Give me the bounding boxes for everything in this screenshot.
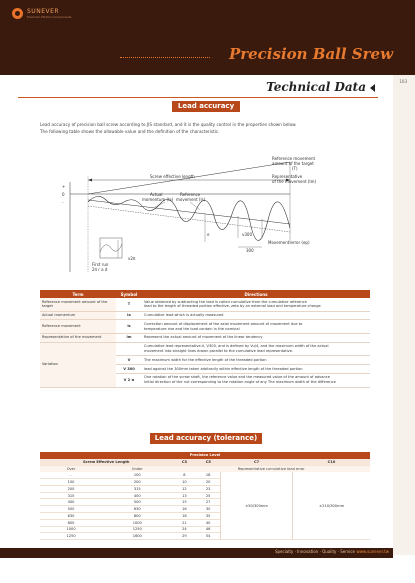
direction-cell: [142, 298, 370, 311]
label-actual: Actual: [150, 192, 163, 197]
c5-cell: 54: [196, 533, 220, 540]
c3-cell: 10: [172, 479, 196, 486]
first-run-curve: [100, 244, 122, 252]
c3-cell: 13: [172, 492, 196, 499]
intro-text: [40, 122, 370, 135]
over-cell: 800: [40, 519, 102, 526]
page-number: 103: [399, 79, 407, 84]
direction-cell: [142, 311, 370, 320]
intro-line-2: The following table shows the allowable value and the definition of the characteristic.: [40, 128, 220, 134]
representative-parallel: [88, 206, 290, 232]
c5-cell: 25: [196, 492, 220, 499]
leader-actual: [155, 202, 165, 207]
under-cell: 630: [102, 506, 172, 513]
under-cell: 800: [102, 513, 172, 520]
symbol-cell: V 300: [116, 365, 142, 374]
direction-line: One rotation of the screw shaft, the reference value and the measured value of the amount of advance: [144, 375, 330, 380]
c5-cell: 27: [196, 499, 220, 506]
under-cell: 400: [102, 492, 172, 499]
term-cell: Actual momentum: [40, 311, 116, 320]
direction-line: temperature rise and the load contain in the nominal: [144, 326, 240, 331]
direction-cell: [142, 365, 370, 374]
reference-line: [88, 162, 290, 194]
header-symbol: Symbol: [116, 290, 142, 298]
c5-cell: 20: [196, 479, 220, 486]
dotted-rule: [120, 57, 210, 58]
label-300: 300: [246, 248, 254, 253]
label-zero: 0: [62, 192, 65, 197]
direction-line: movement into straight lines drawn parallel to the cumulative lead representative.: [144, 349, 294, 354]
label-minus: -: [62, 200, 64, 205]
over-cell: -: [40, 472, 102, 478]
dim-arrow-left: [88, 179, 92, 182]
label-plus: +: [62, 184, 66, 189]
direction-cell: [142, 333, 370, 342]
under-cell: 200: [102, 479, 172, 486]
grade-c3-header: C3: [172, 459, 196, 466]
section-title-text: Technical Data: [266, 80, 366, 94]
c3-cell: 8: [172, 472, 196, 478]
page-title: Precision Ball Srew: [228, 45, 393, 63]
label-representative: Representative: [272, 174, 303, 179]
c5-cell: 40: [196, 519, 220, 526]
c3-cell: 12: [172, 485, 196, 492]
label-amount-of-target: amount of the target: [272, 161, 314, 166]
lead-accuracy-heading: [172, 101, 240, 112]
symbol-cell: lm: [116, 333, 142, 342]
table-row: [40, 311, 370, 320]
screw-length-header: Screw Effective Length: [40, 459, 172, 466]
direction-line: lead to the length of threaded portion effective. zeta by an external load and temperature change: [144, 304, 321, 309]
lead-accuracy-heading-text: Lead accuracy: [177, 102, 235, 110]
symbol-cell: ls: [116, 320, 142, 334]
under-cell: 100: [102, 472, 172, 478]
symbol-cell: V 2 π: [116, 373, 142, 387]
c3-cell: 29: [172, 533, 196, 540]
tolerance-heading: [150, 433, 262, 444]
lead-error-diagram: [40, 152, 340, 284]
label-T: (T): [292, 166, 298, 171]
c5-cell: 23: [196, 485, 220, 492]
grade-c7-header: C7: [220, 459, 292, 466]
brand-logo: [12, 8, 71, 19]
term-cell: Representative of the movement: [40, 333, 116, 342]
under-cell: 500: [102, 499, 172, 506]
direction-line: Cumulative lead representative-V, V300, and is defined by Vu/4, and the maximum width of the actual: [144, 344, 329, 349]
label-v2pi: v2π: [128, 256, 136, 261]
value-header: Representative cumulative lead error: [172, 466, 370, 473]
logo-mark-icon: [12, 8, 23, 19]
direction-line: Correction amount of displacement of the axial movement amount of movement due to: [144, 321, 303, 326]
label-reference: Reference: [180, 192, 201, 197]
symbol-cell: [116, 342, 142, 356]
brand-subtitle: Precision Motion Components: [27, 15, 72, 19]
direction-line: The maximum width for the effective length of the threaded portion: [144, 357, 267, 362]
table-row: [40, 320, 370, 334]
c5-cell: 46: [196, 526, 220, 533]
over-cell: 1250: [40, 533, 102, 540]
table-row: [40, 342, 370, 356]
label-movement-error: Movement error (ep): [268, 240, 310, 245]
label-reference-movement: Reference movement: [272, 156, 316, 161]
under-cell: 1250: [102, 526, 172, 533]
table-row: [40, 298, 370, 311]
over-cell: 500: [40, 506, 102, 513]
header-directions: Directions: [142, 290, 370, 298]
tolerance-header-row-3: [40, 466, 370, 473]
c5-cell: 35: [196, 513, 220, 520]
tolerance-header-row-2: [40, 459, 370, 466]
direction-cell: [142, 356, 370, 365]
under-header: Under: [102, 466, 172, 473]
term-cell: Variation: [40, 342, 116, 387]
over-cell: 315: [40, 492, 102, 499]
over-cell: 200: [40, 485, 102, 492]
direction-line: Represent the actual amount of movement of the linear tendency: [144, 335, 263, 340]
direction-line: Cumulative lead which is actually measured: [144, 313, 224, 318]
grade-c5-header: C5: [196, 459, 220, 466]
c3-cell: 16: [172, 506, 196, 513]
label-actual2: momentum (la): [142, 197, 174, 202]
c5-cell: 30: [196, 506, 220, 513]
label-v300: v300: [242, 232, 253, 237]
footer-tagline: Specialty · Innovation · Quality · Service: [274, 549, 355, 554]
under-cell: 315: [102, 485, 172, 492]
direction-line: Value obtained by subtracting the lead is called cumulative from the cumulative reference: [144, 299, 307, 304]
under-cell: 1600: [102, 533, 172, 540]
over-cell: 100: [40, 479, 102, 486]
symbol-cell: T: [116, 298, 142, 311]
label-of-movement: of the movement (Im): [272, 179, 317, 184]
c3-cell: 21: [172, 519, 196, 526]
arrow-left-icon: [370, 84, 375, 92]
table-row: [40, 333, 370, 342]
over-cell: 1000: [40, 526, 102, 533]
precision-level-header: Precision Level: [40, 452, 370, 459]
grade-c10-header: C10: [293, 459, 370, 466]
direction-cell: [142, 320, 370, 334]
section-title: [266, 80, 375, 94]
under-cell: 1000: [102, 519, 172, 526]
header-term: Term: [40, 290, 116, 298]
c3-cell: 15: [172, 499, 196, 506]
terms-header-row: [40, 290, 370, 298]
label-2pi: 2π r a d: [92, 267, 108, 272]
label-first-run: First run: [92, 262, 109, 267]
term-cell: Reference movement: [40, 320, 116, 334]
label-reference2: movement (ls): [176, 197, 206, 202]
c10-cell: ±210/300mm: [293, 472, 370, 539]
symbol-cell: la: [116, 311, 142, 320]
tolerance-heading-text: Lead accuracy (tolerance): [154, 434, 258, 442]
c7-cell: ±50/300mm: [220, 472, 292, 539]
tolerance-table: [40, 452, 370, 540]
term-cell: Reference movement amount of the target: [40, 298, 116, 311]
direction-line: lead against the 300mm taken arbitrarily within effective length of the threaded portion: [144, 366, 303, 371]
label-e: e: [207, 232, 210, 237]
over-cell: 630: [40, 513, 102, 520]
direction-line: initial direction of the nut corresponding to the rotation angle of any The maximum width of the difference: [144, 380, 336, 385]
leader-reference: [190, 202, 200, 210]
direction-cell: [142, 373, 370, 387]
c5-cell: 18: [196, 472, 220, 478]
direction-cell: [142, 342, 370, 356]
c3-cell: 24: [172, 526, 196, 533]
brand-name: SUNEVER: [27, 8, 60, 15]
actual-momentum-curve: [88, 196, 290, 240]
over-header: Over: [40, 466, 102, 473]
title-underline: [18, 97, 378, 98]
over-cell: 400: [40, 499, 102, 506]
footer-url[interactable]: www.sunever.tw: [356, 549, 389, 554]
side-bar: [393, 75, 415, 555]
c3-cell: 18: [172, 513, 196, 520]
page-header: [0, 0, 415, 75]
terms-table: [40, 290, 370, 388]
label-effective-length: Screw effective length: [150, 174, 195, 179]
tolerance-header-row-1: [40, 452, 370, 459]
symbol-cell: V: [116, 356, 142, 365]
intro-line-1: Lead accuracy of precision ball screw according to JIS standard, and it is the quality control in the properties shown below.: [40, 122, 297, 127]
